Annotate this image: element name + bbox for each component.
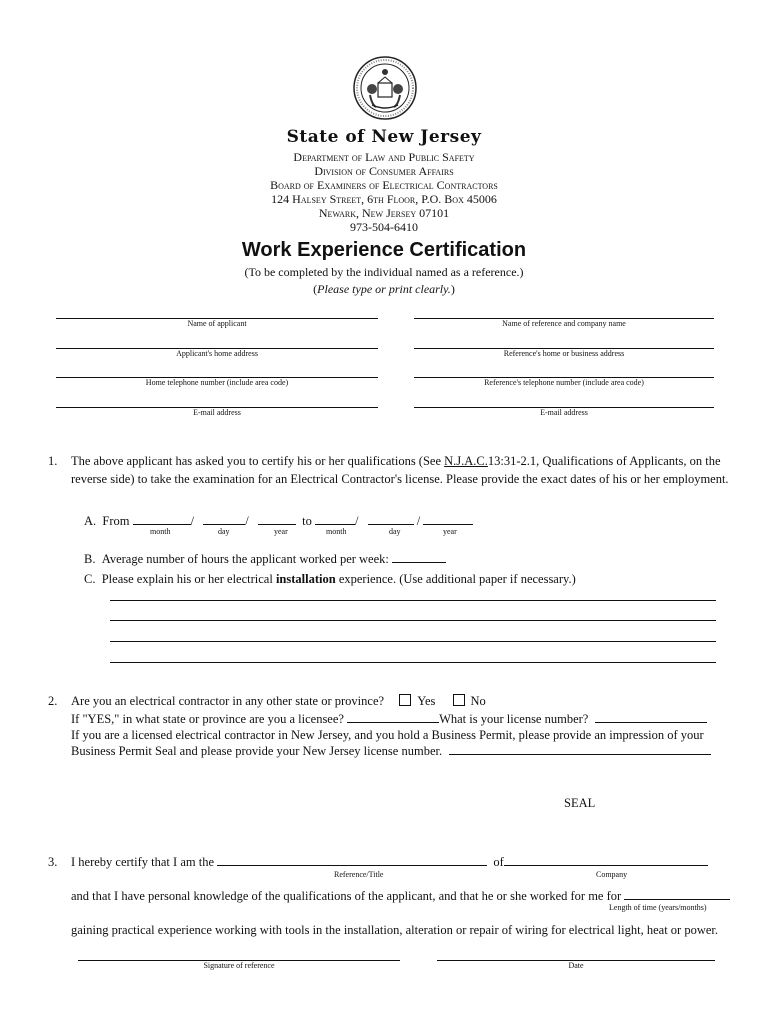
q3-line3: gaining practical experience working with tools in the installation, alteration or repair of wiring for electrical light, heat or power. (71, 923, 719, 937)
applicant-address-field[interactable]: Applicant's home address (56, 348, 378, 358)
department: Department of Law and Public Safety (293, 150, 475, 164)
board: Board of Examiners of Electrical Contractors (270, 178, 498, 192)
length-of-time-input[interactable] (624, 887, 730, 900)
no-checkbox[interactable] (453, 694, 465, 706)
address: 124 Halsey Street, 6th Floor, P.O. Box 45006 (271, 192, 497, 206)
q1-number: 1. (48, 454, 58, 468)
from-year-input[interactable] (258, 512, 296, 525)
applicant-name-field[interactable]: Name of applicant (56, 318, 378, 328)
hours-per-week-input[interactable] (392, 550, 446, 563)
phone: 973-504-6410 (350, 220, 418, 234)
state-seal (352, 55, 418, 121)
reference-title-input[interactable] (217, 853, 487, 866)
applicant-phone-field[interactable]: Home telephone number (include area code) (56, 377, 378, 387)
company-input[interactable] (504, 853, 708, 866)
q2-line1: Are you an electrical contractor in any other state or province? Yes No (71, 694, 486, 708)
experience-line-3[interactable] (110, 641, 716, 642)
q2-number: 2. (48, 694, 58, 708)
q1a-dates: A. From / / to / / (84, 512, 473, 530)
q1b-hours: B. Average number of hours the applicant worked per week: (84, 550, 446, 568)
yes-checkbox[interactable] (399, 694, 411, 706)
to-month-input[interactable] (315, 512, 355, 525)
state-name: State of New Jersey (286, 127, 482, 147)
experience-line-4[interactable] (110, 662, 716, 663)
nj-license-input[interactable] (449, 742, 711, 755)
reference-email-field[interactable]: E-mail address (414, 407, 714, 417)
to-year-input[interactable] (423, 512, 473, 525)
q2-line3: If you are a licensed electrical contractor in New Jersey, and you hold a Business Permit, please provide an impression of your (71, 728, 704, 742)
signature-field[interactable]: Signature of reference (78, 960, 400, 970)
q2-line4: Business Permit Seal and please provide your New Jersey license number. (71, 742, 711, 760)
applicant-email-field[interactable]: E-mail address (56, 407, 378, 417)
reference-phone-field[interactable]: Reference's telephone number (include area code) (414, 377, 714, 387)
from-month-input[interactable] (133, 512, 191, 525)
city: Newark, New Jersey 07101 (318, 206, 450, 220)
experience-line-2[interactable] (110, 620, 716, 621)
q1-text: The above applicant has asked you to certify his or her qualifications (See N.J.A.C.13:31-2.1, Qualifications of Applicants, on the reverse side) to take the examination for an Electrical Contractor's license. Please provide the exact dates of his or her employment. (71, 454, 729, 486)
division: Division of Consumer Affairs (314, 164, 454, 178)
reference-name-field[interactable]: Name of reference and company name (414, 318, 714, 328)
seal-label: SEAL (564, 796, 596, 810)
form-title: Work Experience Certification (241, 239, 527, 261)
state-province-input[interactable] (347, 710, 439, 723)
q3-line2: and that I have personal knowledge of the qualifications of the applicant, and that he or she worked for me for (71, 887, 730, 905)
from-day-input[interactable] (203, 512, 245, 525)
q1c-experience: C. Please explain his or her electrical installation experience. (Use additional paper if necessary.) (84, 572, 576, 586)
form-subtitle: (To be completed by the individual named as a reference.) (244, 265, 524, 279)
form-instruction: (Please type or print clearly.) (313, 282, 455, 296)
license-number-input[interactable] (595, 710, 707, 723)
to-day-input[interactable] (368, 512, 414, 525)
experience-line-1[interactable] (110, 600, 716, 601)
date-field[interactable]: Date (437, 960, 715, 970)
q3-line1: I hereby certify that I am the of (71, 853, 708, 871)
q2-line2: If "YES," in what state or province are you a licensee? What is your license number? (71, 710, 707, 728)
reference-address-field[interactable]: Reference's home or business address (414, 348, 714, 358)
q3-number: 3. (48, 855, 58, 869)
